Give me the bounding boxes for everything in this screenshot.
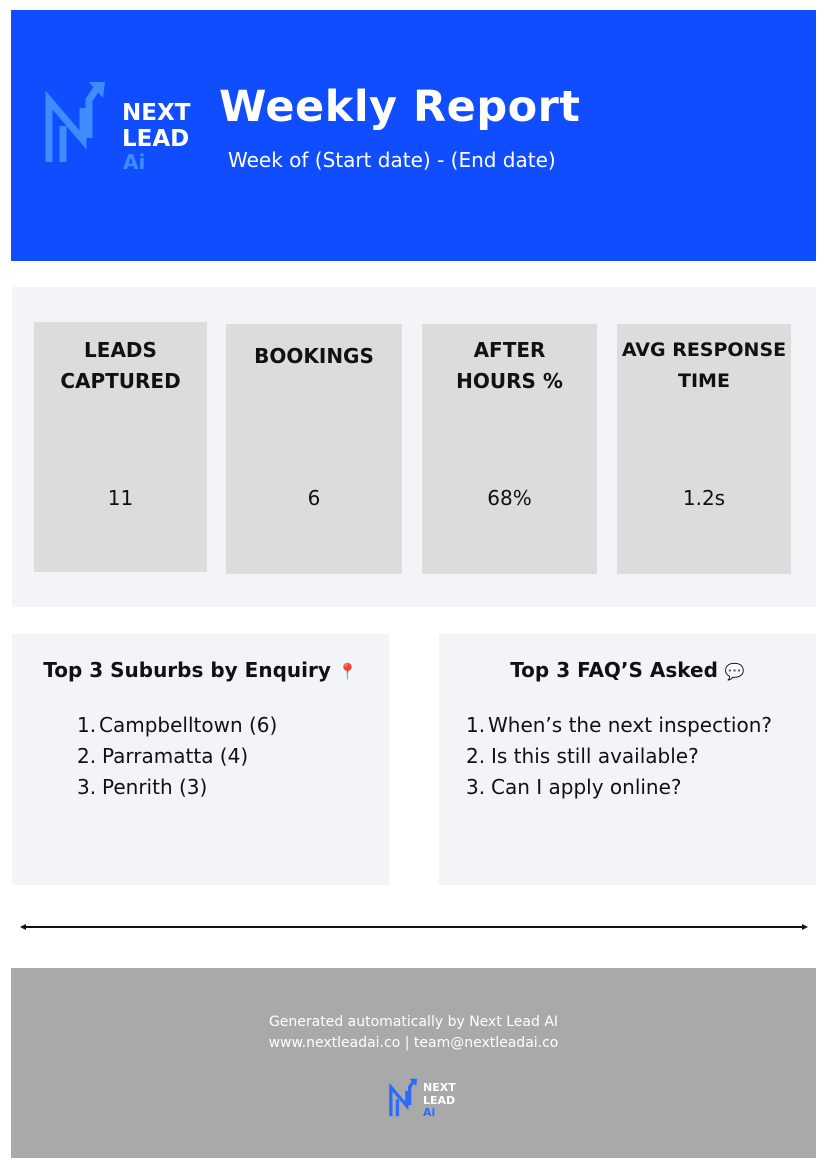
list-item — [77, 772, 277, 803]
metric-label: LEADS CAPTURED — [60, 338, 181, 393]
list-item-number: 3. — [77, 775, 97, 799]
list-item — [77, 741, 277, 772]
top-faqs-title — [439, 658, 816, 682]
logo-text-next: NEXT — [423, 1081, 456, 1094]
metric-label: BOOKINGS — [254, 344, 374, 368]
footer-contact-text: www.nextleadai.co | team@nextleadai.co — [268, 1035, 559, 1051]
pin-icon: 📍 — [337, 662, 358, 681]
report-header — [11, 10, 816, 261]
list-item-text: Is this still available? — [491, 744, 699, 768]
top-suburbs-title — [12, 658, 389, 682]
metric-value: 6 — [307, 486, 321, 510]
report-date-range: Week of (Start date) - (End date) — [228, 148, 556, 172]
footer-logo — [389, 1076, 469, 1122]
top-suburbs-panel — [12, 634, 389, 885]
list-item-text: When’s the next inspection? — [488, 713, 772, 737]
report-footer — [11, 968, 816, 1158]
top-faqs-list — [466, 710, 772, 803]
metric-value: 11 — [107, 486, 134, 510]
footer-generated-text: Generated automatically by Next Lead AI — [268, 1014, 559, 1030]
top-suburbs-list — [77, 710, 277, 803]
list-item-text: Parramatta (4) — [102, 744, 249, 768]
metrics-panel — [12, 287, 816, 607]
top-faqs-title-text: Top 3 FAQ’S Asked — [510, 658, 718, 682]
list-item-number: 2. — [466, 744, 486, 768]
metric-value: 1.2s — [682, 486, 726, 510]
list-item — [77, 710, 277, 741]
logo-text-ai: Ai — [423, 1106, 436, 1119]
list-item-text: Campbelltown (6) — [99, 713, 278, 737]
metric-card-response-time — [617, 324, 791, 574]
list-item — [466, 710, 772, 741]
list-item-text: Can I apply online? — [491, 775, 682, 799]
page-title: Weekly Report — [219, 82, 581, 132]
arrow-n-logo-icon — [45, 78, 109, 164]
list-item — [466, 772, 772, 803]
logo-text-ai: Ai — [123, 150, 146, 174]
logo-text-lead: LEAD — [423, 1094, 456, 1107]
metric-label: AVG RESPONSE TIME — [621, 339, 787, 392]
section-divider — [20, 922, 808, 932]
list-item-text: Penrith (3) — [102, 775, 208, 799]
logo-text-next: NEXT — [122, 100, 191, 126]
metric-value: 68% — [487, 486, 532, 510]
metric-label: AFTER HOURS % — [456, 338, 563, 393]
top-faqs-panel — [439, 634, 816, 885]
logo-text-lead: LEAD — [122, 126, 190, 152]
list-item-number: 2. — [77, 744, 97, 768]
metric-card-after-hours — [422, 324, 597, 574]
list-item-number: 1. — [77, 713, 97, 737]
next-lead-logo — [45, 78, 195, 178]
metric-card-leads — [34, 322, 207, 572]
metric-card-bookings — [226, 324, 402, 574]
list-item-number: 3. — [466, 775, 486, 799]
top-suburbs-title-text: Top 3 Suburbs by Enquiry — [43, 658, 331, 682]
speech-bubble-icon: 💬 — [724, 662, 745, 681]
list-item — [466, 741, 772, 772]
arrow-n-logo-icon — [389, 1076, 419, 1118]
list-item-number: 1. — [466, 713, 486, 737]
